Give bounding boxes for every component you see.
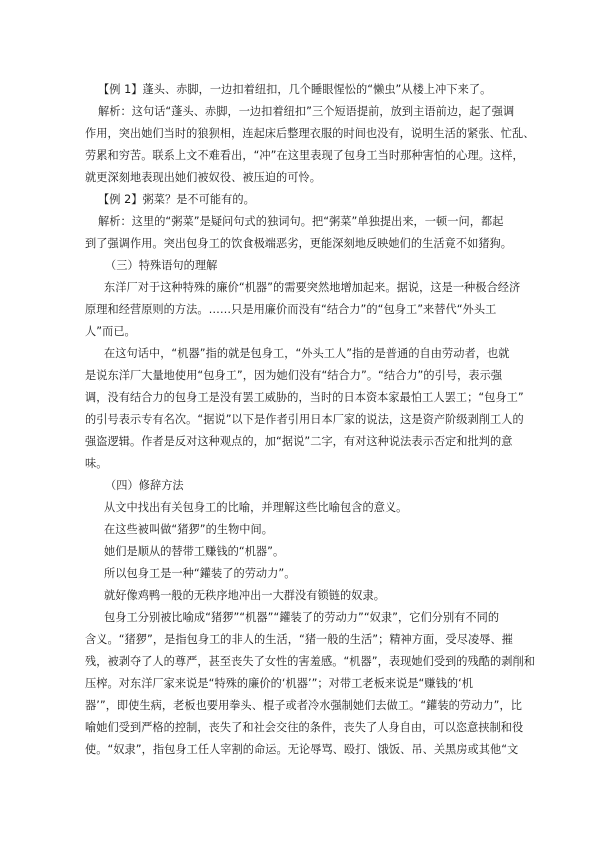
metaphor-explain-1: 包身工分别被比喻成“猪猡”“机器”“鑵装了的劳动力”“奴隶”，它们分别有不同的 (104, 611, 500, 624)
metaphor-explain-6: 喻她们受到严格的控制，丧失了和社会交往的条件，丧失了人身自由，可以恣意挟制和役 (85, 721, 524, 734)
analysis-1-line-1: 解析：这句话“蓬头、赤脚，一边扣着纽扣”三个短语提前，放到主语前边，起了强调 (98, 105, 515, 118)
analysis-1-line-4: 就更深刻地表现出她们被奴役、被压迫的可怜。 (85, 171, 321, 184)
analysis-1-line-2: 作用，突出她们当时的狼狈相，连起床后整理衣服的时间也没有，说明生活的紧张、忙乱、 (85, 127, 535, 140)
explain-3-line-2: 是说东洋厂大量地使用“包身工”，因为她们没有“结合力”。 (85, 369, 379, 382)
metaphor-explain-4: 压榨。对东洋厂家来说是“特殊的廉价的‘机器’”；对带工老板来说是“赚钱的‘机 (85, 677, 473, 690)
quote-3-line-1: 东洋厂对于这种特殊的廉价“机器”的需要突然地增加起来。据说，这是一种极合经济 (104, 281, 521, 294)
analysis-1-line-3: 劳累和穷苦。联系上文不难看出，“冲”在这里表现了包身工当时那种害怕的心理。这样， (85, 149, 524, 162)
example-2-line: 【例 2】粥菜？是不可能有的。 (98, 193, 255, 206)
metaphor-explain-5: 器’”，即使生病，老板也要用拳头、棍子或者冷水强制她们去做工。“鑵装的劳动力”，比 (85, 699, 522, 712)
analysis-2-line-1: 解析：这里的“粥菜”是疑问句式的独词句。把“粥菜”单独提出来，一顿一问，都起 (98, 215, 504, 228)
explain-3-line-5: 强盗逻辑。作者是反对这种观点的，加“据说”二字，有对这种说法表示否定和批判的意 (85, 435, 513, 448)
explain-3-line-6: 味。 (85, 457, 108, 470)
metaphor-line-4: 就好像鸡鸭一般的无秩序地冲出一大群没有锁链的奴隶。 (104, 589, 385, 602)
explain-3-line-1: 在这句话中，“机器”指的就是包身工，“外头工人”指的是普通的自由劳动者，也就 (104, 347, 510, 360)
analysis-2-line-2: 到了强调作用。突出包身工的饮食极端恶劣，更能深刻地反映她们的生活竟不如猪狗。 (85, 237, 513, 250)
metaphor-line-1: 在这些被叫做“猪猡”的生物中间。 (104, 523, 274, 536)
metaphor-line-2: 她们是顺从的替带工赚钱的“机器”。 (104, 545, 285, 558)
task-line: 从文中找出有关包身工的比喻，并理解这些比喻包含的意义。 (104, 501, 408, 514)
metaphor-line-3: 所以包身工是一种“鑵装了的劳动力”。 (104, 567, 296, 580)
quote-3-line-2: 原理和经营原则的方法。……只是用廉价而没有“结合力”的“包身工”来替代“外头工 (85, 303, 497, 316)
explain-3-line-2b: “结合力”的引号，表示强 (378, 369, 503, 382)
explain-3-line-4: 的引号表示专有名次。“据说”以下是作者引用日本厂家的说法，这是资产阶级剥削工人的 (85, 413, 524, 426)
metaphor-explain-3: 残，被剥夺了人的尊严，甚至丧失了女性的害羞感。“机器”，表现她们受到的残酷的剥削和 (85, 655, 535, 668)
quote-3-line-3: 人”而已。 (85, 325, 136, 338)
metaphor-explain-2: 含义。“猪猡”，是指包身工的非人的生活，“猪一般的生活”；精神方面，受尽凌辱、摧 (85, 633, 513, 646)
explain-3-line-3: 调，没有结合力的包身工是没有罢工威胁的，当时的日本资本家最怕工人罢工；“包身工” (85, 391, 524, 404)
example-1-line: 【例 1】蓬头、赤脚，一边扣着纽扣，几个睡眼惺忪的“懒虫”从楼上冲下来了。 (98, 83, 492, 96)
section-3-heading: （三）特殊语句的理解 (105, 259, 218, 272)
section-4-heading: （四）修辞方法 (105, 479, 184, 492)
metaphor-explain-7: 使。“奴隶”，指包身工任人宰割的命运。无论辱骂、殴打、饿饭、吊、关黑房或其他“文 (85, 743, 519, 756)
